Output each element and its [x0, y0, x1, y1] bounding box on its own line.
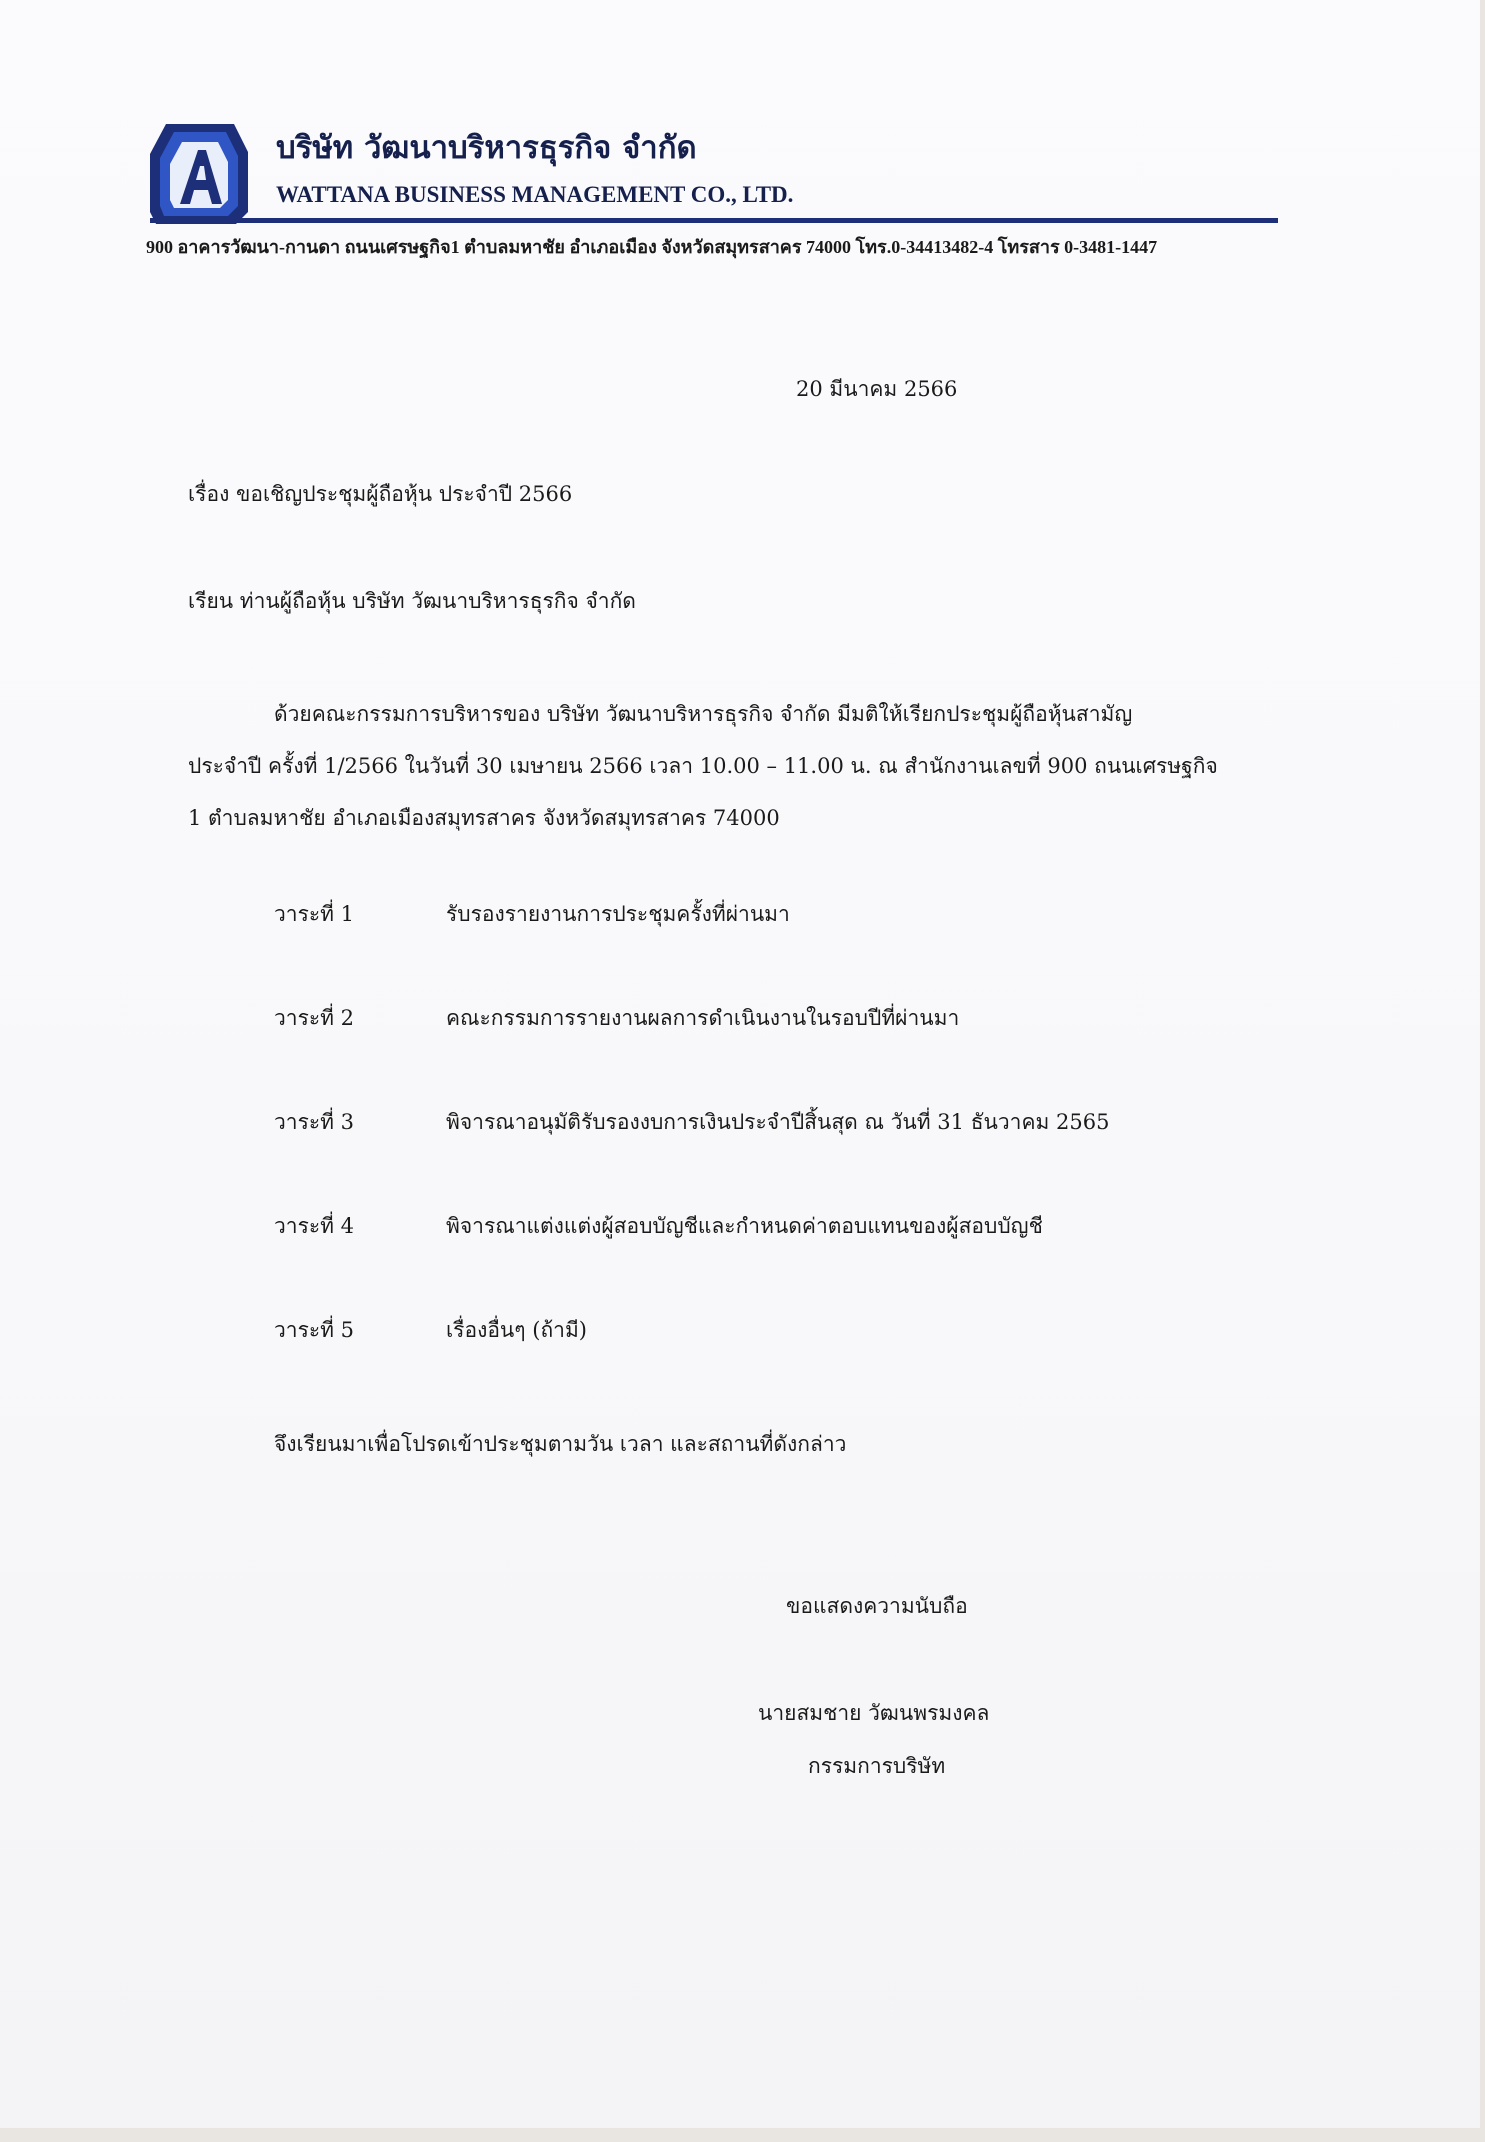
signer-position: กรรมการบริษัท: [808, 1754, 946, 1778]
header-divider: [150, 218, 1278, 223]
signer-name: นายสมชาย วัฒนพรมงคล: [758, 1701, 990, 1725]
letter-date: 20 มีนาคม 2566: [796, 377, 958, 401]
body-line: ประจำปี ครั้งที่ 1/2566 ในวันที่ 30 เมษายน 2566 เวลา 10.00 – 11.00 น. ณ สำนักงานเลขที่ 900 ถนนเศรษฐกิจ: [188, 754, 1218, 778]
complimentary-close: ขอแสดงความนับถือ: [786, 1594, 968, 1618]
company-address: 900 อาคารวัฒนา-กานดา ถนนเศรษฐกิจ1 ตำบลมหาชัย อำเภอเมือง จังหวัดสมุทรสาคร 74000 โทร.0-34413482-4 โทรสาร 0-3481-1447: [146, 237, 1158, 257]
letter-body: [188, 688, 1278, 844]
agenda-text: พิจารณาแต่งแต่งผู้สอบบัญชีและกำหนดค่าตอบแทนของผู้สอบบัญชี: [446, 1214, 1043, 1238]
agenda-text: พิจารณาอนุมัติรับรองงบการเงินประจำปีสิ้นสุด ณ วันที่ 31 ธันวาคม 2565: [446, 1110, 1110, 1134]
agenda-label: วาระที่ 5: [274, 1318, 355, 1342]
agenda-text: รับรองรายงานการประชุมครั้งที่ผ่านมา: [446, 902, 790, 926]
agenda-item: [274, 1106, 1274, 1210]
company-logo-icon: [148, 120, 252, 226]
agenda-item: [274, 1314, 1274, 1418]
agenda-label: วาระที่ 4: [274, 1214, 355, 1238]
agenda-label: วาระที่ 1: [274, 902, 355, 926]
letter-salutation: เรียน ท่านผู้ถือหุ้น บริษัท วัฒนาบริหารธุรกิจ จำกัด: [188, 589, 636, 613]
letter-subject: เรื่อง ขอเชิญประชุมผู้ถือหุ้น ประจำปี 2566: [188, 482, 573, 506]
company-name-thai: บริษัท วัฒนาบริหารธุรกิจ จำกัด: [276, 130, 697, 166]
body-line: 1 ตำบลมหาชัย อำเภอเมืองสมุทรสาคร จังหวัดสมุทรสาคร 74000: [188, 806, 780, 830]
agenda-item: [274, 1210, 1274, 1314]
closing-line: จึงเรียนมาเพื่อโปรดเข้าประชุมตามวัน เวลา และสถานที่ดังกล่าว: [274, 1432, 847, 1456]
agenda-text: เรื่องอื่นๆ (ถ้ามี): [446, 1318, 587, 1342]
agenda-label: วาระที่ 2: [274, 1006, 355, 1030]
body-line: ด้วยคณะกรรมการบริหารของ บริษัท วัฒนาบริหารธุรกิจ จำกัด มีมติให้เรียกประชุมผู้ถือหุ้นสามัญ: [274, 702, 1133, 726]
agenda-list: [274, 898, 1274, 1418]
agenda-text: คณะกรรมการรายงานผลการดำเนินงานในรอบปีที่ผ่านมา: [446, 1006, 960, 1030]
agenda-label: วาระที่ 3: [274, 1110, 355, 1134]
agenda-item: [274, 1002, 1274, 1106]
company-name-english: WATTANA BUSINESS MANAGEMENT CO., LTD.: [276, 182, 794, 207]
agenda-item: [274, 898, 1274, 1002]
